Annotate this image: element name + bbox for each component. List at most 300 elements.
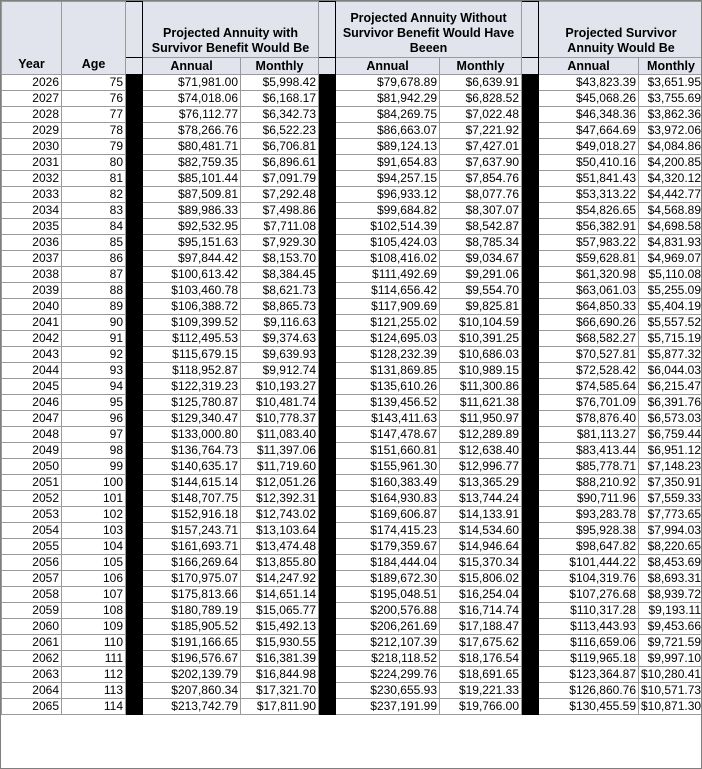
without-survivor-monthly-cell[interactable]: $15,806.02 [440,571,522,587]
age-cell[interactable]: 98 [62,443,126,459]
with-survivor-monthly-cell[interactable]: $11,397.06 [241,443,319,459]
with-survivor-annual-cell[interactable]: $87,509.81 [143,187,241,203]
with-survivor-monthly-cell[interactable]: $9,912.74 [241,363,319,379]
with-survivor-monthly-cell[interactable]: $8,621.73 [241,283,319,299]
survivor-annual-cell[interactable]: $78,876.40 [539,411,639,427]
with-survivor-annual-cell[interactable]: $191,166.65 [143,635,241,651]
without-survivor-annual-cell[interactable]: $160,383.49 [336,475,440,491]
survivor-annuity-header[interactable]: Projected Survivor Annuity Would Be [539,2,702,58]
age-cell[interactable]: 85 [62,235,126,251]
year-cell[interactable]: 2063 [2,667,62,683]
age-cell[interactable]: 88 [62,283,126,299]
survivor-annual-cell[interactable]: $85,778.71 [539,459,639,475]
with-survivor-monthly-cell[interactable]: $6,896.61 [241,155,319,171]
with-survivor-annual-cell[interactable]: $82,759.35 [143,155,241,171]
with-survivor-monthly-cell[interactable]: $7,091.79 [241,171,319,187]
without-survivor-monthly-cell[interactable]: $14,133.91 [440,507,522,523]
year-cell[interactable]: 2041 [2,315,62,331]
with-survivor-monthly-cell[interactable]: $9,639.93 [241,347,319,363]
year-cell[interactable]: 2033 [2,187,62,203]
with-survivor-monthly-cell[interactable]: $12,051.26 [241,475,319,491]
without-survivor-annual-cell[interactable]: $111,492.69 [336,267,440,283]
with-survivor-annual-cell[interactable]: $106,388.72 [143,299,241,315]
age-cell[interactable]: 110 [62,635,126,651]
age-cell[interactable]: 91 [62,331,126,347]
without-survivor-annual-cell[interactable]: $139,456.52 [336,395,440,411]
survivor-monthly-cell[interactable]: $4,442.77 [639,187,702,203]
with-survivor-annual-cell[interactable]: $95,151.63 [143,235,241,251]
without-survivor-annual-cell[interactable]: $147,478.67 [336,427,440,443]
with-survivor-monthly-cell[interactable]: $8,153.70 [241,251,319,267]
with-survivor-monthly-cell[interactable]: $14,651.14 [241,587,319,603]
with-survivor-monthly-cell[interactable]: $7,929.30 [241,235,319,251]
survivor-annual-cell[interactable]: $98,647.82 [539,539,639,555]
age-header[interactable]: Age [62,2,126,75]
without-survivor-monthly-cell[interactable]: $11,300.86 [440,379,522,395]
monthly-header[interactable]: Monthly [241,58,319,75]
age-cell[interactable]: 86 [62,251,126,267]
without-survivor-monthly-cell[interactable]: $10,686.03 [440,347,522,363]
age-cell[interactable]: 89 [62,299,126,315]
survivor-annual-cell[interactable]: $113,443.93 [539,619,639,635]
age-cell[interactable]: 93 [62,363,126,379]
with-survivor-annual-cell[interactable]: $80,481.71 [143,139,241,155]
survivor-monthly-cell[interactable]: $5,255.09 [639,283,702,299]
year-cell[interactable]: 2049 [2,443,62,459]
survivor-monthly-cell[interactable]: $5,715.19 [639,331,702,347]
year-cell[interactable]: 2034 [2,203,62,219]
with-survivor-monthly-cell[interactable]: $7,292.48 [241,187,319,203]
without-survivor-annual-cell[interactable]: $102,514.39 [336,219,440,235]
survivor-monthly-cell[interactable]: $6,215.47 [639,379,702,395]
year-cell[interactable]: 2056 [2,555,62,571]
survivor-annual-cell[interactable]: $49,018.27 [539,139,639,155]
survivor-annual-cell[interactable]: $93,283.78 [539,507,639,523]
without-survivor-annual-cell[interactable]: $121,255.02 [336,315,440,331]
age-cell[interactable]: 111 [62,651,126,667]
year-cell[interactable]: 2031 [2,155,62,171]
with-survivor-annual-cell[interactable]: $133,000.80 [143,427,241,443]
year-cell[interactable]: 2029 [2,123,62,139]
without-survivor-monthly-cell[interactable]: $15,370.34 [440,555,522,571]
survivor-monthly-cell[interactable]: $6,573.03 [639,411,702,427]
survivor-monthly-cell[interactable]: $3,862.36 [639,107,702,123]
without-survivor-monthly-cell[interactable]: $9,291.06 [440,267,522,283]
with-survivor-monthly-cell[interactable]: $17,321.70 [241,683,319,699]
with-survivor-annual-cell[interactable]: $170,975.07 [143,571,241,587]
year-cell[interactable]: 2065 [2,699,62,715]
survivor-monthly-cell[interactable]: $4,831.93 [639,235,702,251]
year-cell[interactable]: 2048 [2,427,62,443]
survivor-annual-cell[interactable]: $68,582.27 [539,331,639,347]
age-cell[interactable]: 87 [62,267,126,283]
with-survivor-annual-cell[interactable]: $152,916.18 [143,507,241,523]
without-survivor-monthly-cell[interactable]: $10,989.15 [440,363,522,379]
with-survivor-annual-cell[interactable]: $136,764.73 [143,443,241,459]
survivor-annual-cell[interactable]: $56,382.91 [539,219,639,235]
with-survivor-monthly-cell[interactable]: $15,492.13 [241,619,319,635]
year-cell[interactable]: 2053 [2,507,62,523]
with-survivor-monthly-cell[interactable]: $8,865.73 [241,299,319,315]
without-survivor-monthly-cell[interactable]: $17,188.47 [440,619,522,635]
without-survivor-monthly-cell[interactable]: $8,077.76 [440,187,522,203]
age-cell[interactable]: 112 [62,667,126,683]
year-cell[interactable]: 2045 [2,379,62,395]
without-survivor-annual-cell[interactable]: $86,663.07 [336,123,440,139]
survivor-monthly-cell[interactable]: $5,110.08 [639,267,702,283]
survivor-annual-cell[interactable]: $107,276.68 [539,587,639,603]
with-survivor-monthly-cell[interactable]: $6,706.81 [241,139,319,155]
year-cell[interactable]: 2039 [2,283,62,299]
survivor-monthly-cell[interactable]: $4,969.07 [639,251,702,267]
without-survivor-annual-cell[interactable]: $79,678.89 [336,75,440,91]
year-cell[interactable]: 2052 [2,491,62,507]
survivor-annual-cell[interactable]: $81,113.27 [539,427,639,443]
with-survivor-monthly-cell[interactable]: $15,065.77 [241,603,319,619]
survivor-monthly-cell[interactable]: $10,871.30 [639,699,702,715]
with-survivor-monthly-cell[interactable]: $5,998.42 [241,75,319,91]
survivor-monthly-cell[interactable]: $4,084.86 [639,139,702,155]
survivor-monthly-cell[interactable]: $6,951.12 [639,443,702,459]
survivor-annual-cell[interactable]: $76,701.09 [539,395,639,411]
with-survivor-annual-cell[interactable]: $140,635.17 [143,459,241,475]
without-survivor-annual-cell[interactable]: $169,606.87 [336,507,440,523]
survivor-annual-cell[interactable]: $83,413.44 [539,443,639,459]
survivor-monthly-cell[interactable]: $8,939.72 [639,587,702,603]
without-survivor-annual-cell[interactable]: $117,909.69 [336,299,440,315]
survivor-annual-cell[interactable]: $64,850.33 [539,299,639,315]
with-survivor-annual-cell[interactable]: $92,532.95 [143,219,241,235]
with-survivor-annual-cell[interactable]: $180,789.19 [143,603,241,619]
survivor-monthly-cell[interactable]: $9,997.10 [639,651,702,667]
age-cell[interactable]: 77 [62,107,126,123]
with-survivor-annual-cell[interactable]: $196,576.67 [143,651,241,667]
survivor-monthly-cell[interactable]: $8,453.69 [639,555,702,571]
with-survivor-annual-cell[interactable]: $166,269.64 [143,555,241,571]
with-survivor-annual-cell[interactable]: $148,707.75 [143,491,241,507]
with-survivor-annual-cell[interactable]: $129,340.47 [143,411,241,427]
without-survivor-annual-cell[interactable]: $200,576.88 [336,603,440,619]
without-survivor-monthly-cell[interactable]: $13,744.24 [440,491,522,507]
year-cell[interactable]: 2055 [2,539,62,555]
year-cell[interactable]: 2027 [2,91,62,107]
without-survivor-annual-cell[interactable]: $237,191.99 [336,699,440,715]
with-survivor-annual-cell[interactable]: $118,952.87 [143,363,241,379]
with-survivor-annual-cell[interactable]: $85,101.44 [143,171,241,187]
survivor-monthly-cell[interactable]: $4,568.89 [639,203,702,219]
survivor-annual-cell[interactable]: $54,826.65 [539,203,639,219]
age-cell[interactable]: 95 [62,395,126,411]
without-survivor-annual-cell[interactable]: $114,656.42 [336,283,440,299]
with-survivor-monthly-cell[interactable]: $15,930.55 [241,635,319,651]
with-survivor-annual-cell[interactable]: $100,613.42 [143,267,241,283]
without-survivor-annual-cell[interactable]: $151,660.81 [336,443,440,459]
with-survivor-monthly-cell[interactable]: $11,719.60 [241,459,319,475]
survivor-monthly-cell[interactable]: $4,200.85 [639,155,702,171]
survivor-monthly-cell[interactable]: $5,557.52 [639,315,702,331]
without-survivor-annual-cell[interactable]: $96,933.12 [336,187,440,203]
without-survivor-monthly-cell[interactable]: $7,427.01 [440,139,522,155]
without-survivor-monthly-cell[interactable]: $18,691.65 [440,667,522,683]
year-cell[interactable]: 2050 [2,459,62,475]
survivor-monthly-cell[interactable]: $4,698.58 [639,219,702,235]
survivor-annual-cell[interactable]: $72,528.42 [539,363,639,379]
with-survivor-monthly-cell[interactable]: $6,168.17 [241,91,319,107]
without-survivor-monthly-cell[interactable]: $14,534.60 [440,523,522,539]
survivor-annual-cell[interactable]: $123,364.87 [539,667,639,683]
survivor-monthly-cell[interactable]: $9,193.11 [639,603,702,619]
survivor-annual-cell[interactable]: $66,690.26 [539,315,639,331]
with-survivor-header[interactable]: Projected Annuity with Survivor Benefit Would Be [143,2,319,58]
age-cell[interactable]: 107 [62,587,126,603]
survivor-monthly-cell[interactable]: $10,280.41 [639,667,702,683]
without-survivor-monthly-cell[interactable]: $8,307.07 [440,203,522,219]
with-survivor-monthly-cell[interactable]: $6,342.73 [241,107,319,123]
year-cell[interactable]: 2030 [2,139,62,155]
with-survivor-annual-cell[interactable]: $207,860.34 [143,683,241,699]
without-survivor-annual-cell[interactable]: $81,942.29 [336,91,440,107]
year-header[interactable]: Year [2,2,62,75]
survivor-annual-cell[interactable]: $116,659.06 [539,635,639,651]
without-survivor-monthly-cell[interactable]: $12,996.77 [440,459,522,475]
with-survivor-monthly-cell[interactable]: $9,116.63 [241,315,319,331]
age-cell[interactable]: 113 [62,683,126,699]
survivor-monthly-cell[interactable]: $6,759.44 [639,427,702,443]
survivor-monthly-cell[interactable]: $7,148.23 [639,459,702,475]
without-survivor-annual-cell[interactable]: $224,299.76 [336,667,440,683]
with-survivor-annual-cell[interactable]: $122,319.23 [143,379,241,395]
survivor-annual-cell[interactable]: $63,061.03 [539,283,639,299]
with-survivor-annual-cell[interactable]: $213,742.79 [143,699,241,715]
with-survivor-annual-cell[interactable]: $71,981.00 [143,75,241,91]
survivor-monthly-cell[interactable]: $9,453.66 [639,619,702,635]
survivor-annual-cell[interactable]: $95,928.38 [539,523,639,539]
survivor-monthly-cell[interactable]: $9,721.59 [639,635,702,651]
without-survivor-monthly-cell[interactable]: $12,638.40 [440,443,522,459]
with-survivor-monthly-cell[interactable]: $13,474.48 [241,539,319,555]
with-survivor-monthly-cell[interactable]: $8,384.45 [241,267,319,283]
survivor-monthly-cell[interactable]: $7,994.03 [639,523,702,539]
survivor-monthly-cell[interactable]: $8,220.65 [639,539,702,555]
year-cell[interactable]: 2038 [2,267,62,283]
year-cell[interactable]: 2062 [2,651,62,667]
age-cell[interactable]: 80 [62,155,126,171]
age-cell[interactable]: 78 [62,123,126,139]
survivor-monthly-cell[interactable]: $5,404.19 [639,299,702,315]
survivor-annual-cell[interactable]: $57,983.22 [539,235,639,251]
with-survivor-annual-cell[interactable]: $144,615.14 [143,475,241,491]
year-cell[interactable]: 2036 [2,235,62,251]
with-survivor-monthly-cell[interactable]: $12,392.31 [241,491,319,507]
age-cell[interactable]: 83 [62,203,126,219]
with-survivor-monthly-cell[interactable]: $11,083.40 [241,427,319,443]
survivor-annual-cell[interactable]: $130,455.59 [539,699,639,715]
year-cell[interactable]: 2043 [2,347,62,363]
with-survivor-annual-cell[interactable]: $103,460.78 [143,283,241,299]
without-survivor-annual-cell[interactable]: $155,961.30 [336,459,440,475]
survivor-monthly-cell[interactable]: $3,972.06 [639,123,702,139]
without-survivor-annual-cell[interactable]: $131,869.85 [336,363,440,379]
age-cell[interactable]: 99 [62,459,126,475]
age-cell[interactable]: 76 [62,91,126,107]
without-survivor-annual-cell[interactable]: $195,048.51 [336,587,440,603]
with-survivor-monthly-cell[interactable]: $9,374.63 [241,331,319,347]
without-survivor-monthly-cell[interactable]: $16,254.04 [440,587,522,603]
age-cell[interactable]: 105 [62,555,126,571]
with-survivor-monthly-cell[interactable]: $10,481.74 [241,395,319,411]
annual-header[interactable]: Annual [336,58,440,75]
with-survivor-annual-cell[interactable]: $109,399.52 [143,315,241,331]
without-survivor-annual-cell[interactable]: $143,411.63 [336,411,440,427]
with-survivor-annual-cell[interactable]: $157,243.71 [143,523,241,539]
with-survivor-annual-cell[interactable]: $112,495.53 [143,331,241,347]
age-cell[interactable]: 92 [62,347,126,363]
survivor-monthly-cell[interactable]: $3,651.95 [639,75,702,91]
survivor-annual-cell[interactable]: $59,628.81 [539,251,639,267]
with-survivor-annual-cell[interactable]: $202,139.79 [143,667,241,683]
survivor-annual-cell[interactable]: $88,210.92 [539,475,639,491]
without-survivor-annual-cell[interactable]: $189,672.30 [336,571,440,587]
without-survivor-monthly-cell[interactable]: $6,639.91 [440,75,522,91]
with-survivor-monthly-cell[interactable]: $7,498.86 [241,203,319,219]
without-survivor-monthly-cell[interactable]: $11,950.97 [440,411,522,427]
with-survivor-annual-cell[interactable]: $185,905.52 [143,619,241,635]
year-cell[interactable]: 2028 [2,107,62,123]
without-survivor-monthly-cell[interactable]: $8,785.34 [440,235,522,251]
year-cell[interactable]: 2058 [2,587,62,603]
with-survivor-monthly-cell[interactable]: $12,743.02 [241,507,319,523]
year-cell[interactable]: 2035 [2,219,62,235]
without-survivor-monthly-cell[interactable]: $7,637.90 [440,155,522,171]
age-cell[interactable]: 101 [62,491,126,507]
without-survivor-monthly-cell[interactable]: $17,675.62 [440,635,522,651]
with-survivor-annual-cell[interactable]: $89,986.33 [143,203,241,219]
year-cell[interactable]: 2060 [2,619,62,635]
survivor-annual-cell[interactable]: $50,410.16 [539,155,639,171]
age-cell[interactable]: 106 [62,571,126,587]
without-survivor-annual-cell[interactable]: $174,415.23 [336,523,440,539]
without-survivor-monthly-cell[interactable]: $7,221.92 [440,123,522,139]
with-survivor-annual-cell[interactable]: $97,844.42 [143,251,241,267]
without-survivor-monthly-cell[interactable]: $8,542.87 [440,219,522,235]
without-survivor-monthly-cell[interactable]: $9,034.67 [440,251,522,267]
age-cell[interactable]: 104 [62,539,126,555]
age-cell[interactable]: 79 [62,139,126,155]
year-cell[interactable]: 2046 [2,395,62,411]
year-cell[interactable]: 2051 [2,475,62,491]
without-survivor-monthly-cell[interactable]: $11,621.38 [440,395,522,411]
survivor-monthly-cell[interactable]: $7,773.65 [639,507,702,523]
age-cell[interactable]: 75 [62,75,126,91]
survivor-monthly-cell[interactable]: $6,391.76 [639,395,702,411]
with-survivor-monthly-cell[interactable]: $13,103.64 [241,523,319,539]
without-survivor-annual-cell[interactable]: $230,655.93 [336,683,440,699]
age-cell[interactable]: 81 [62,171,126,187]
with-survivor-monthly-cell[interactable]: $14,247.92 [241,571,319,587]
without-survivor-monthly-cell[interactable]: $18,176.54 [440,651,522,667]
with-survivor-annual-cell[interactable]: $125,780.87 [143,395,241,411]
without-survivor-monthly-cell[interactable]: $7,854.76 [440,171,522,187]
with-survivor-monthly-cell[interactable]: $10,778.37 [241,411,319,427]
without-survivor-monthly-cell[interactable]: $9,554.70 [440,283,522,299]
survivor-annual-cell[interactable]: $110,317.28 [539,603,639,619]
age-cell[interactable]: 97 [62,427,126,443]
year-cell[interactable]: 2059 [2,603,62,619]
age-cell[interactable]: 82 [62,187,126,203]
year-cell[interactable]: 2026 [2,75,62,91]
without-survivor-annual-cell[interactable]: $179,359.67 [336,539,440,555]
year-cell[interactable]: 2044 [2,363,62,379]
survivor-monthly-cell[interactable]: $6,044.03 [639,363,702,379]
year-cell[interactable]: 2047 [2,411,62,427]
without-survivor-monthly-cell[interactable]: $6,828.52 [440,91,522,107]
age-cell[interactable]: 96 [62,411,126,427]
annual-header[interactable]: Annual [539,58,639,75]
survivor-monthly-cell[interactable]: $8,693.31 [639,571,702,587]
without-survivor-monthly-cell[interactable]: $12,289.89 [440,427,522,443]
survivor-annual-cell[interactable]: $61,320.98 [539,267,639,283]
without-survivor-annual-cell[interactable]: $99,684.82 [336,203,440,219]
with-survivor-monthly-cell[interactable]: $6,522.23 [241,123,319,139]
with-survivor-monthly-cell[interactable]: $17,811.90 [241,699,319,715]
survivor-monthly-cell[interactable]: $5,877.32 [639,347,702,363]
without-survivor-annual-cell[interactable]: $164,930.83 [336,491,440,507]
with-survivor-annual-cell[interactable]: $76,112.77 [143,107,241,123]
survivor-annual-cell[interactable]: $53,313.22 [539,187,639,203]
survivor-annual-cell[interactable]: $101,444.22 [539,555,639,571]
with-survivor-monthly-cell[interactable]: $16,381.39 [241,651,319,667]
without-survivor-monthly-cell[interactable]: $7,022.48 [440,107,522,123]
survivor-annual-cell[interactable]: $46,348.36 [539,107,639,123]
without-survivor-annual-cell[interactable]: $212,107.39 [336,635,440,651]
without-survivor-annual-cell[interactable]: $184,444.04 [336,555,440,571]
without-survivor-annual-cell[interactable]: $135,610.26 [336,379,440,395]
without-survivor-annual-cell[interactable]: $89,124.13 [336,139,440,155]
survivor-annual-cell[interactable]: $47,664.69 [539,123,639,139]
age-cell[interactable]: 100 [62,475,126,491]
survivor-monthly-cell[interactable]: $4,320.12 [639,171,702,187]
survivor-monthly-cell[interactable]: $10,571.73 [639,683,702,699]
without-survivor-annual-cell[interactable]: $128,232.39 [336,347,440,363]
survivor-annual-cell[interactable]: $43,823.39 [539,75,639,91]
survivor-annual-cell[interactable]: $74,585.64 [539,379,639,395]
survivor-annual-cell[interactable]: $126,860.76 [539,683,639,699]
without-survivor-monthly-cell[interactable]: $9,825.81 [440,299,522,315]
with-survivor-monthly-cell[interactable]: $16,844.98 [241,667,319,683]
year-cell[interactable]: 2040 [2,299,62,315]
without-survivor-monthly-cell[interactable]: $13,365.29 [440,475,522,491]
survivor-annual-cell[interactable]: $51,841.43 [539,171,639,187]
without-survivor-monthly-cell[interactable]: $10,104.59 [440,315,522,331]
without-survivor-monthly-cell[interactable]: $19,766.00 [440,699,522,715]
survivor-monthly-cell[interactable]: $7,350.91 [639,475,702,491]
without-survivor-annual-cell[interactable]: $84,269.75 [336,107,440,123]
without-survivor-monthly-cell[interactable]: $14,946.64 [440,539,522,555]
survivor-annual-cell[interactable]: $45,068.26 [539,91,639,107]
with-survivor-annual-cell[interactable]: $115,679.15 [143,347,241,363]
age-cell[interactable]: 109 [62,619,126,635]
with-survivor-annual-cell[interactable]: $161,693.71 [143,539,241,555]
year-cell[interactable]: 2037 [2,251,62,267]
with-survivor-monthly-cell[interactable]: $10,193.27 [241,379,319,395]
with-survivor-monthly-cell[interactable]: $7,711.08 [241,219,319,235]
survivor-monthly-cell[interactable]: $7,559.33 [639,491,702,507]
survivor-annual-cell[interactable]: $70,527.81 [539,347,639,363]
survivor-annual-cell[interactable]: $90,711.96 [539,491,639,507]
monthly-header[interactable]: Monthly [440,58,522,75]
without-survivor-monthly-cell[interactable]: $19,221.33 [440,683,522,699]
without-survivor-monthly-cell[interactable]: $16,714.74 [440,603,522,619]
